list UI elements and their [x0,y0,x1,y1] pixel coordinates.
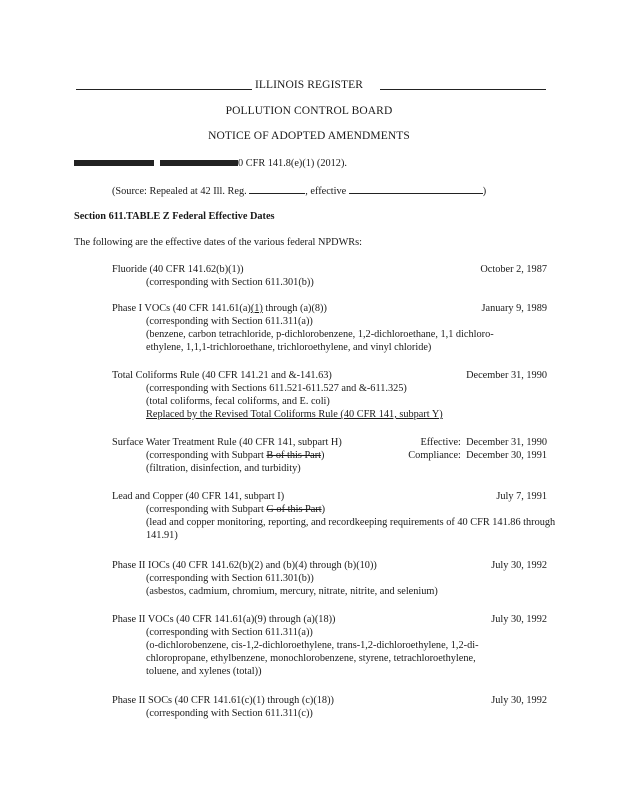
entry-date: December 31, 1990 [466,370,547,381]
corr-deleted: B of this Part [266,450,322,461]
entry-detail: (corresponding with Section 611.311(a)) [146,627,313,638]
entry-detail: (corresponding with Section 611.311(a)) [146,316,313,327]
section-intro: The following are the effective dates of the various federal NPDWRs: [74,237,363,248]
effective-blank [349,183,483,194]
redaction-mark-1 [74,160,154,166]
corr-text: (corresponding with Subpart [146,504,267,515]
notice-title: NOTICE OF ADOPTED AMENDMENTS [208,130,410,142]
entry-name: Surface Water Treatment Rule (40 CFR 141, subpart H) [112,437,342,448]
register-blank [249,183,305,194]
entry-compliance [408,449,547,462]
entry-detail: (corresponding with Section 611.301(b)) [146,277,314,288]
entry-date: July 30, 1992 [491,560,547,571]
corr-deleted: G of this Part [266,504,322,515]
entry-name: Phase II VOCs (40 CFR 141.61(a)(9) through (a)(18)) [112,614,336,625]
corr-text-end: ) [321,504,326,515]
entry-phase-ii-socs [112,694,547,720]
entry-date: July 30, 1992 [491,695,547,706]
entry-detail: ethylene, 1,1,1-trichloroethane, trichloroethylene, and vinyl chloride) [146,342,432,353]
entry-replaced-note: Replaced by the Revised Total Coliforms Rule (40 CFR 141, subpart Y) [146,409,443,420]
board-title: POLLUTION CONTROL BOARD [225,105,393,117]
entry-name: Phase II SOCs (40 CFR 141.61(c)(1) through (c)(18)) [112,695,334,706]
entry-detail: (o-dichlorobenzene, cis-1,2-dichloroethylene, trans-1,2-dichloroethylene, 1,2-di- [146,640,479,651]
entry-detail: (corresponding with Sections 611.521-611.527 and &-611.325) [146,383,407,394]
effective-label: Effective: [420,437,461,448]
compliance-label: Compliance: [408,450,461,461]
redacted-line-tail: 0 CFR 141.8(e)(1) (2012). [238,158,347,169]
entry-name: Fluoride (40 CFR 141.62(b)(1)) [112,264,244,275]
section-title: Section 611.TABLE Z Federal Effective Dates [74,211,275,222]
entry-detail: (benzene, carbon tetrachloride, p-dichlorobenzene, 1,2-dichloroethane, 1,1 dichloro- [146,329,494,340]
entry-detail [112,503,547,516]
register-title: ILLINOIS REGISTER [254,79,364,91]
source-text-before: (Source: Repealed at 42 Ill. Reg. [112,186,250,197]
entry-detail [112,449,547,462]
entry-date: January 9, 1989 [481,303,547,314]
redacted-line [74,157,347,170]
redaction-mark-2 [160,160,238,166]
entry-detail: (total coliforms, fecal coliforms, and E. coli) [146,396,330,407]
entry-lead-and-copper [112,490,556,542]
register-title-underline [380,89,446,90]
corr-text-end: ) [321,450,325,461]
entry-detail: (corresponding with Section 611.311(c)) [146,708,313,719]
entry-surface-water-treatment-rule [112,436,547,475]
source-text-mid: , effective [305,186,349,197]
entry-phase-ii-vocs [112,613,547,678]
entry-detail-wrapped: (lead and copper monitoring, reporting, and recordkeeping requirements of 40 CFR 141.86 through 141.91) [146,517,556,541]
entry-name-inserted: (1) [250,303,263,314]
entry-detail: chloropropane, ethylbenzene, monochlorobenzene, styrene, tetrachloroethylene, [146,653,476,664]
entry-phase-ii-iocs [112,559,547,598]
entry-detail: toluene, and xylenes (total)) [146,666,262,677]
entry-detail: (filtration, disinfection, and turbidity) [146,463,301,474]
entry-date: December 31, 1990 [466,437,547,448]
compliance-date: December 30, 1991 [466,450,547,461]
entry-date: October 2, 1987 [480,264,547,275]
entry-name: Phase II IOCs (40 CFR 141.62(b)(2) and (b)(4) through (b)(10)) [112,560,377,571]
entry-name: Lead and Copper (40 CFR 141, subpart I) [112,491,285,502]
corr-text: (corresponding with Subpart [146,450,267,461]
entry-phase-i-vocs [112,302,547,354]
entry-detail: (corresponding with Section 611.301(b)) [146,573,314,584]
source-line [112,183,486,198]
entry-fluoride [112,263,547,289]
entry-total-coliforms-rule [112,369,547,421]
entry-date: July 30, 1992 [491,614,547,625]
entry-date: July 7, 1991 [496,491,547,502]
entry-detail: (asbestos, cadmium, chromium, mercury, nitrate, nitrite, and selenium) [146,586,438,597]
entry-name: Total Coliforms Rule (40 CFR 141.21 and &-141.63) [112,370,332,381]
entry-name-post: through (a)(8)) [262,303,327,314]
entry-effective [421,436,547,449]
entry-name: Phase I VOCs (40 CFR 141.61(a) [112,303,251,314]
source-text-after: ) [482,186,487,197]
